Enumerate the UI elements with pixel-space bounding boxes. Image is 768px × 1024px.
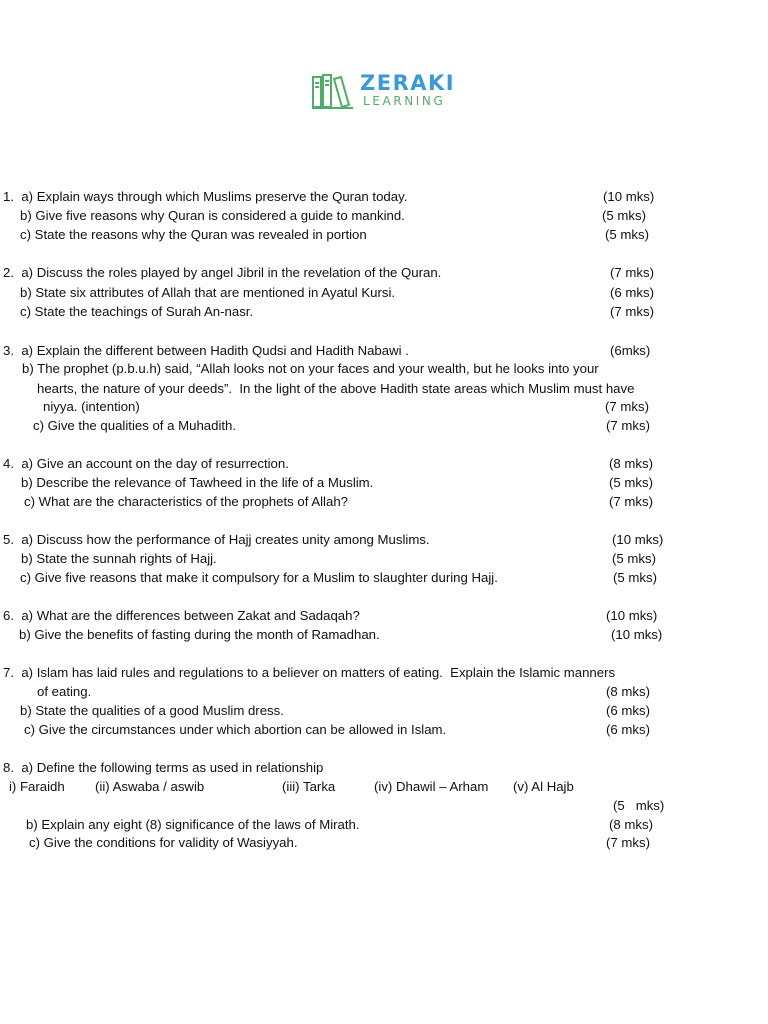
question-1a: 1. a) Explain ways through which Muslims preserve the Quran today.	[3, 189, 408, 204]
question-2a: 2. a) Discuss the roles played by angel Jibril in the revelation of the Quran.	[3, 265, 442, 280]
question-3a: 3. a) Explain the different between Hadith Qudsi and Hadith Nabawi .	[3, 343, 409, 358]
zeraki-logo	[311, 71, 471, 111]
question-8a-marks: (5 mks)	[613, 798, 665, 813]
question-6a: 6. a) What are the differences between Zakat and Sadaqah?	[3, 608, 360, 623]
question-7b-marks: (6 mks)	[606, 703, 650, 718]
term-tarka: (iii) Tarka	[282, 779, 336, 794]
question-8b-marks: (8 mks)	[609, 817, 653, 832]
term-aswaba: (ii) Aswaba / aswib	[95, 779, 205, 794]
question-3b-line3: niyya. (intention)	[43, 399, 140, 414]
question-8c-marks: (7 mks)	[606, 835, 650, 850]
books-icon	[311, 73, 355, 109]
question-3c: c) Give the qualities of a Muhadith.	[33, 418, 237, 433]
question-7a-line2: of eating.	[37, 684, 92, 699]
term-dhawil-arham: (iv) Dhawil – Arham	[374, 779, 489, 794]
question-2b: b) State six attributes of Allah that are mentioned in Ayatul Kursi.	[20, 285, 396, 300]
question-8a: 8. a) Define the following terms as used in relationship	[3, 760, 324, 775]
term-al-hajb: (v) Al Hajb	[513, 779, 574, 794]
question-5b: b) State the sunnah rights of Hajj.	[21, 551, 217, 566]
question-5b-marks: (5 mks)	[612, 551, 656, 566]
question-3b-line1: b) The prophet (p.b.u.h) said, “Allah looks not on your faces and your wealth, but he looks into your	[22, 361, 599, 376]
question-5c: c) Give five reasons that make it compulsory for a Muslim to slaughter during Hajj.	[20, 570, 498, 585]
question-2a-marks: (7 mks)	[610, 265, 654, 280]
logo-sub-text: LEARNING	[363, 94, 446, 108]
question-2c-marks: (7 mks)	[610, 304, 654, 319]
question-4c-marks: (7 mks)	[609, 494, 653, 509]
question-5a: 5. a) Discuss how the performance of Hajj creates unity among Muslims.	[3, 532, 430, 547]
question-6b: b) Give the benefits of fasting during the month of Ramadhan.	[19, 627, 380, 642]
question-4a: 4. a) Give an account on the day of resurrection.	[3, 456, 289, 471]
question-6a-marks: (10 mks)	[606, 608, 658, 623]
question-1c: c) State the reasons why the Quran was revealed in portion	[20, 227, 367, 242]
term-faraidh: i) Faraidh	[9, 779, 65, 794]
question-5c-marks: (5 mks)	[613, 570, 657, 585]
question-1b: b) Give five reasons why Quran is considered a guide to mankind.	[20, 208, 405, 223]
question-7a-marks: (8 mks)	[606, 684, 650, 699]
question-8c: c) Give the conditions for validity of Wasiyyah.	[29, 835, 298, 850]
question-3b-line2: hearts, the nature of your deeds”. In the light of the above Hadith state areas which Muslim must have	[37, 381, 635, 396]
question-1c-marks: (5 mks)	[605, 227, 649, 242]
logo-brand-text: ZERAKI	[360, 71, 456, 95]
question-1a-marks: (10 mks)	[603, 189, 655, 204]
question-7c-marks: (6 mks)	[606, 722, 650, 737]
question-5a-marks: (10 mks)	[612, 532, 664, 547]
question-7a-line1: 7. a) Islam has laid rules and regulations to a believer on matters of eating. Explain the Islamic manners	[3, 665, 616, 680]
question-4a-marks: (8 mks)	[609, 456, 653, 471]
question-3a-marks: (6mks)	[610, 343, 651, 358]
question-2b-marks: (6 mks)	[610, 285, 654, 300]
question-2c: c) State the teachings of Surah An-nasr.	[20, 304, 254, 319]
question-6b-marks: (10 mks)	[611, 627, 663, 642]
question-4c: c) What are the characteristics of the prophets of Allah?	[24, 494, 348, 509]
question-3b-marks: (7 mks)	[605, 399, 649, 414]
question-1b-marks: (5 mks)	[602, 208, 646, 223]
question-7b: b) State the qualities of a good Muslim dress.	[20, 703, 284, 718]
question-4b: b) Describe the relevance of Tawheed in the life of a Muslim.	[21, 475, 374, 490]
question-4b-marks: (5 mks)	[609, 475, 653, 490]
question-3c-marks: (7 mks)	[606, 418, 650, 433]
question-7c: c) Give the circumstances under which abortion can be allowed in Islam.	[24, 722, 447, 737]
question-8b: b) Explain any eight (8) significance of the laws of Mirath.	[26, 817, 360, 832]
